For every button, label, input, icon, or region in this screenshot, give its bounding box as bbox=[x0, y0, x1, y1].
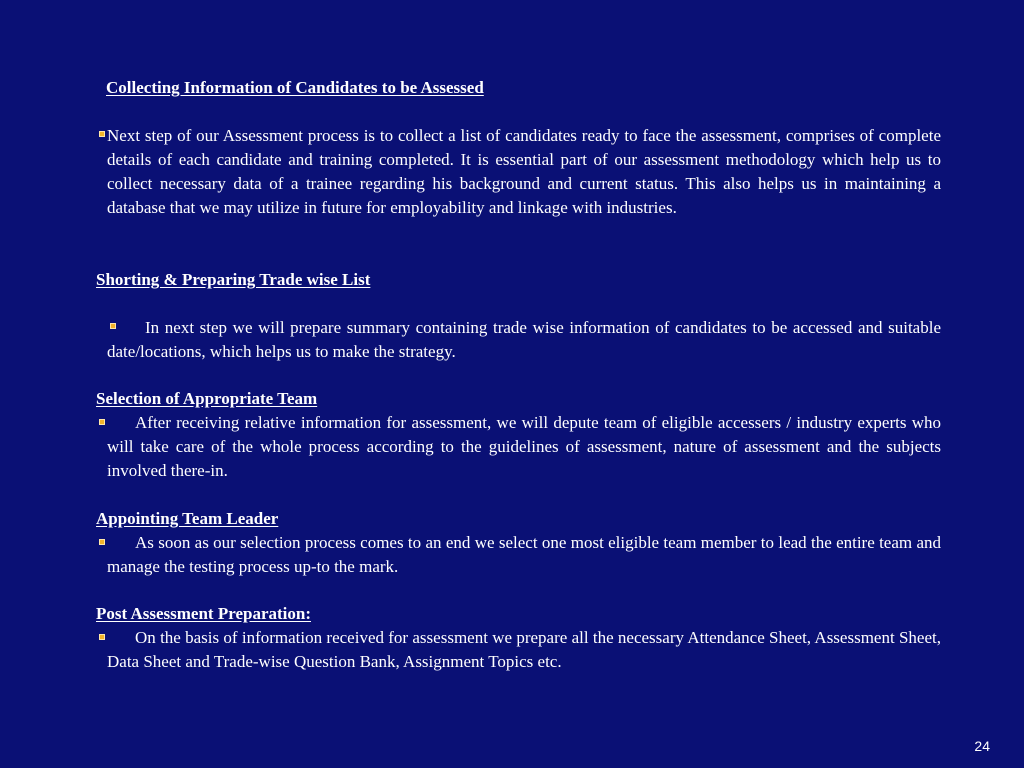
section-text-appropriate-team: After receiving relative information for assessment, we will depute team of eligible accessers / industry experts who will take care of the whole process according to the guidelines of assessment, nature of assessment and the subjects involved there-in. bbox=[107, 413, 941, 480]
section-text-team-leader: As soon as our selection process comes to an end we select one most eligible team member to lead the entire team and manage the testing process up-to the mark. bbox=[107, 533, 941, 576]
section-heading-team-leader: Appointing Team Leader bbox=[96, 509, 279, 528]
bullet-icon bbox=[99, 539, 105, 545]
section-heading-appropriate-team: Selection of Appropriate Team bbox=[96, 389, 318, 408]
bullet-icon bbox=[99, 419, 105, 425]
section-text-collecting-information: Next step of our Assessment process is to collect a list of candidates ready to face the assessment, comprises of complete details of each candidate and training completed. It is essential part of our assessment methodology which help us to collect necessary data of a trainee regarding his background and current status. This also helps us in maintaining a database that we may utilize in future for employability and linkage with industries. bbox=[107, 126, 941, 217]
section-text-trade-wise-list: In next step we will prepare summary containing trade wise information of candidates to be accessed and suitable date/locations, which helps us to make the strategy. bbox=[107, 318, 941, 361]
section-heading-trade-wise-list: Shorting & Preparing Trade wise List bbox=[96, 270, 371, 289]
page-number: 24 bbox=[974, 738, 990, 754]
bullet-icon bbox=[99, 634, 105, 640]
bullet-icon bbox=[99, 131, 105, 137]
section-heading-post-assessment: Post Assessment Preparation: bbox=[96, 604, 311, 623]
section-text-post-assessment: On the basis of information received for assessment we prepare all the necessary Attendance Sheet, Assessment Sheet, Data Sheet and Trade-wise Question Bank, Assignment Topics etc. bbox=[107, 628, 941, 671]
section-heading-collecting-information: Collecting Information of Candidates to be Assessed bbox=[106, 78, 484, 97]
